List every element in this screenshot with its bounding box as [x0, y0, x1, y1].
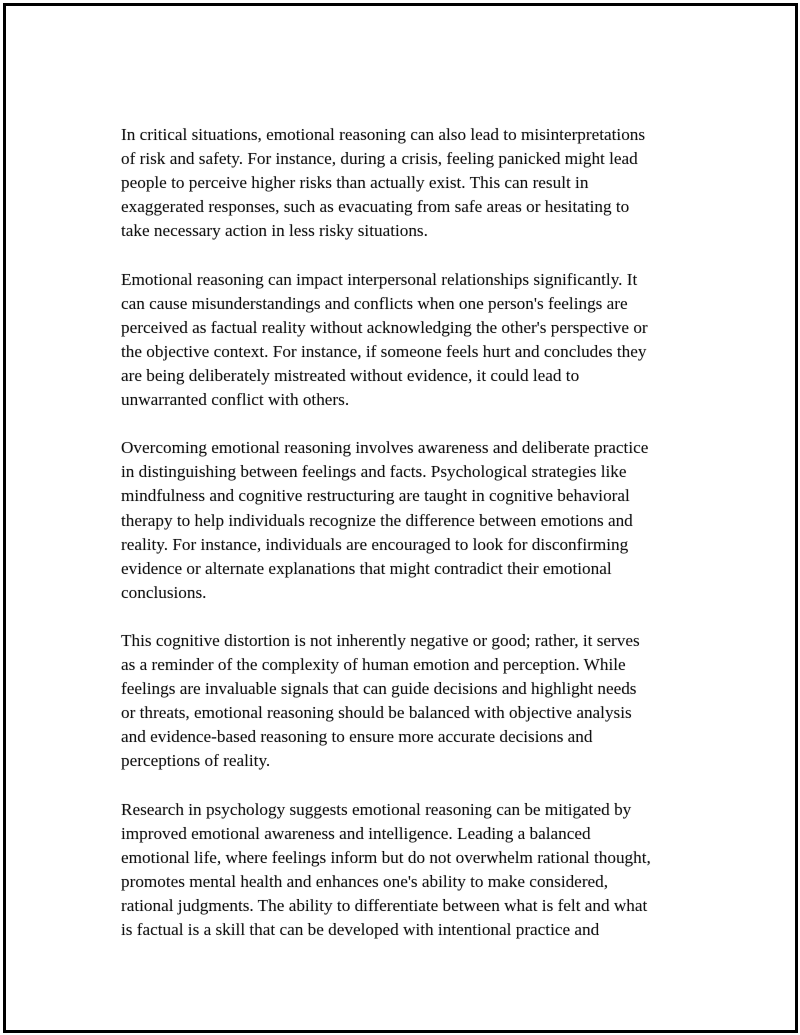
paragraph-interpersonal: Emotional reasoning can impact interpersonal relationships significantly. It can cause misunderstandings and conflicts when one person's feelings are perceived as factual reality without acknowledging the other's perspective or the objective context. For instance, if someone feels hurt and concludes they are being deliberately mistreated without evidence, it could lead to unwarranted conflict with others.	[121, 269, 648, 410]
paragraph-complexity: This cognitive distortion is not inherently negative or good; rather, it serves as a reminder of the complexity of human emotion and perception. While feelings are invaluable signals that can guide decisions and highlight needs or threats, emotional reasoning should be balanced with objective analysis and evidence-based reasoning to ensure more accurate decisions and perceptions of reality.	[121, 630, 640, 771]
paragraph-overcoming: Overcoming emotional reasoning involves awareness and deliberate practice in distinguishing between feelings and facts. Psychological strategies like mindfulness and cognitive restructuring are taught in cognitive behavioral therapy to help individuals recognize the difference between emotions and reality. For instance, individuals are encouraged to look for disconfirming evidence or alternate explanations that might contradict their emotional conclusions.	[121, 438, 649, 602]
document-body	[121, 123, 696, 966]
page-border	[3, 3, 798, 1033]
paragraph-risk-safety: In critical situations, emotional reasoning can also lead to misinterpretations of risk and safety. For instance, during a crisis, feeling panicked might lead people to perceive higher risks than actually exist. This can result in exaggerated responses, such as evacuating from safe areas or hesitating to take necessary action in less risky situations.	[121, 125, 646, 241]
paragraph-research: Research in psychology suggests emotional reasoning can be mitigated by improved emotional awareness and intelligence. Leading a balanced emotional life, where feelings inform but do not overwhelm rational thought, promotes mental health and enhances one's ability to make considered, rational judgments. The ability to differentiate between what is felt and what is factual is a skill that can be developed with intentional practice and	[121, 799, 651, 940]
